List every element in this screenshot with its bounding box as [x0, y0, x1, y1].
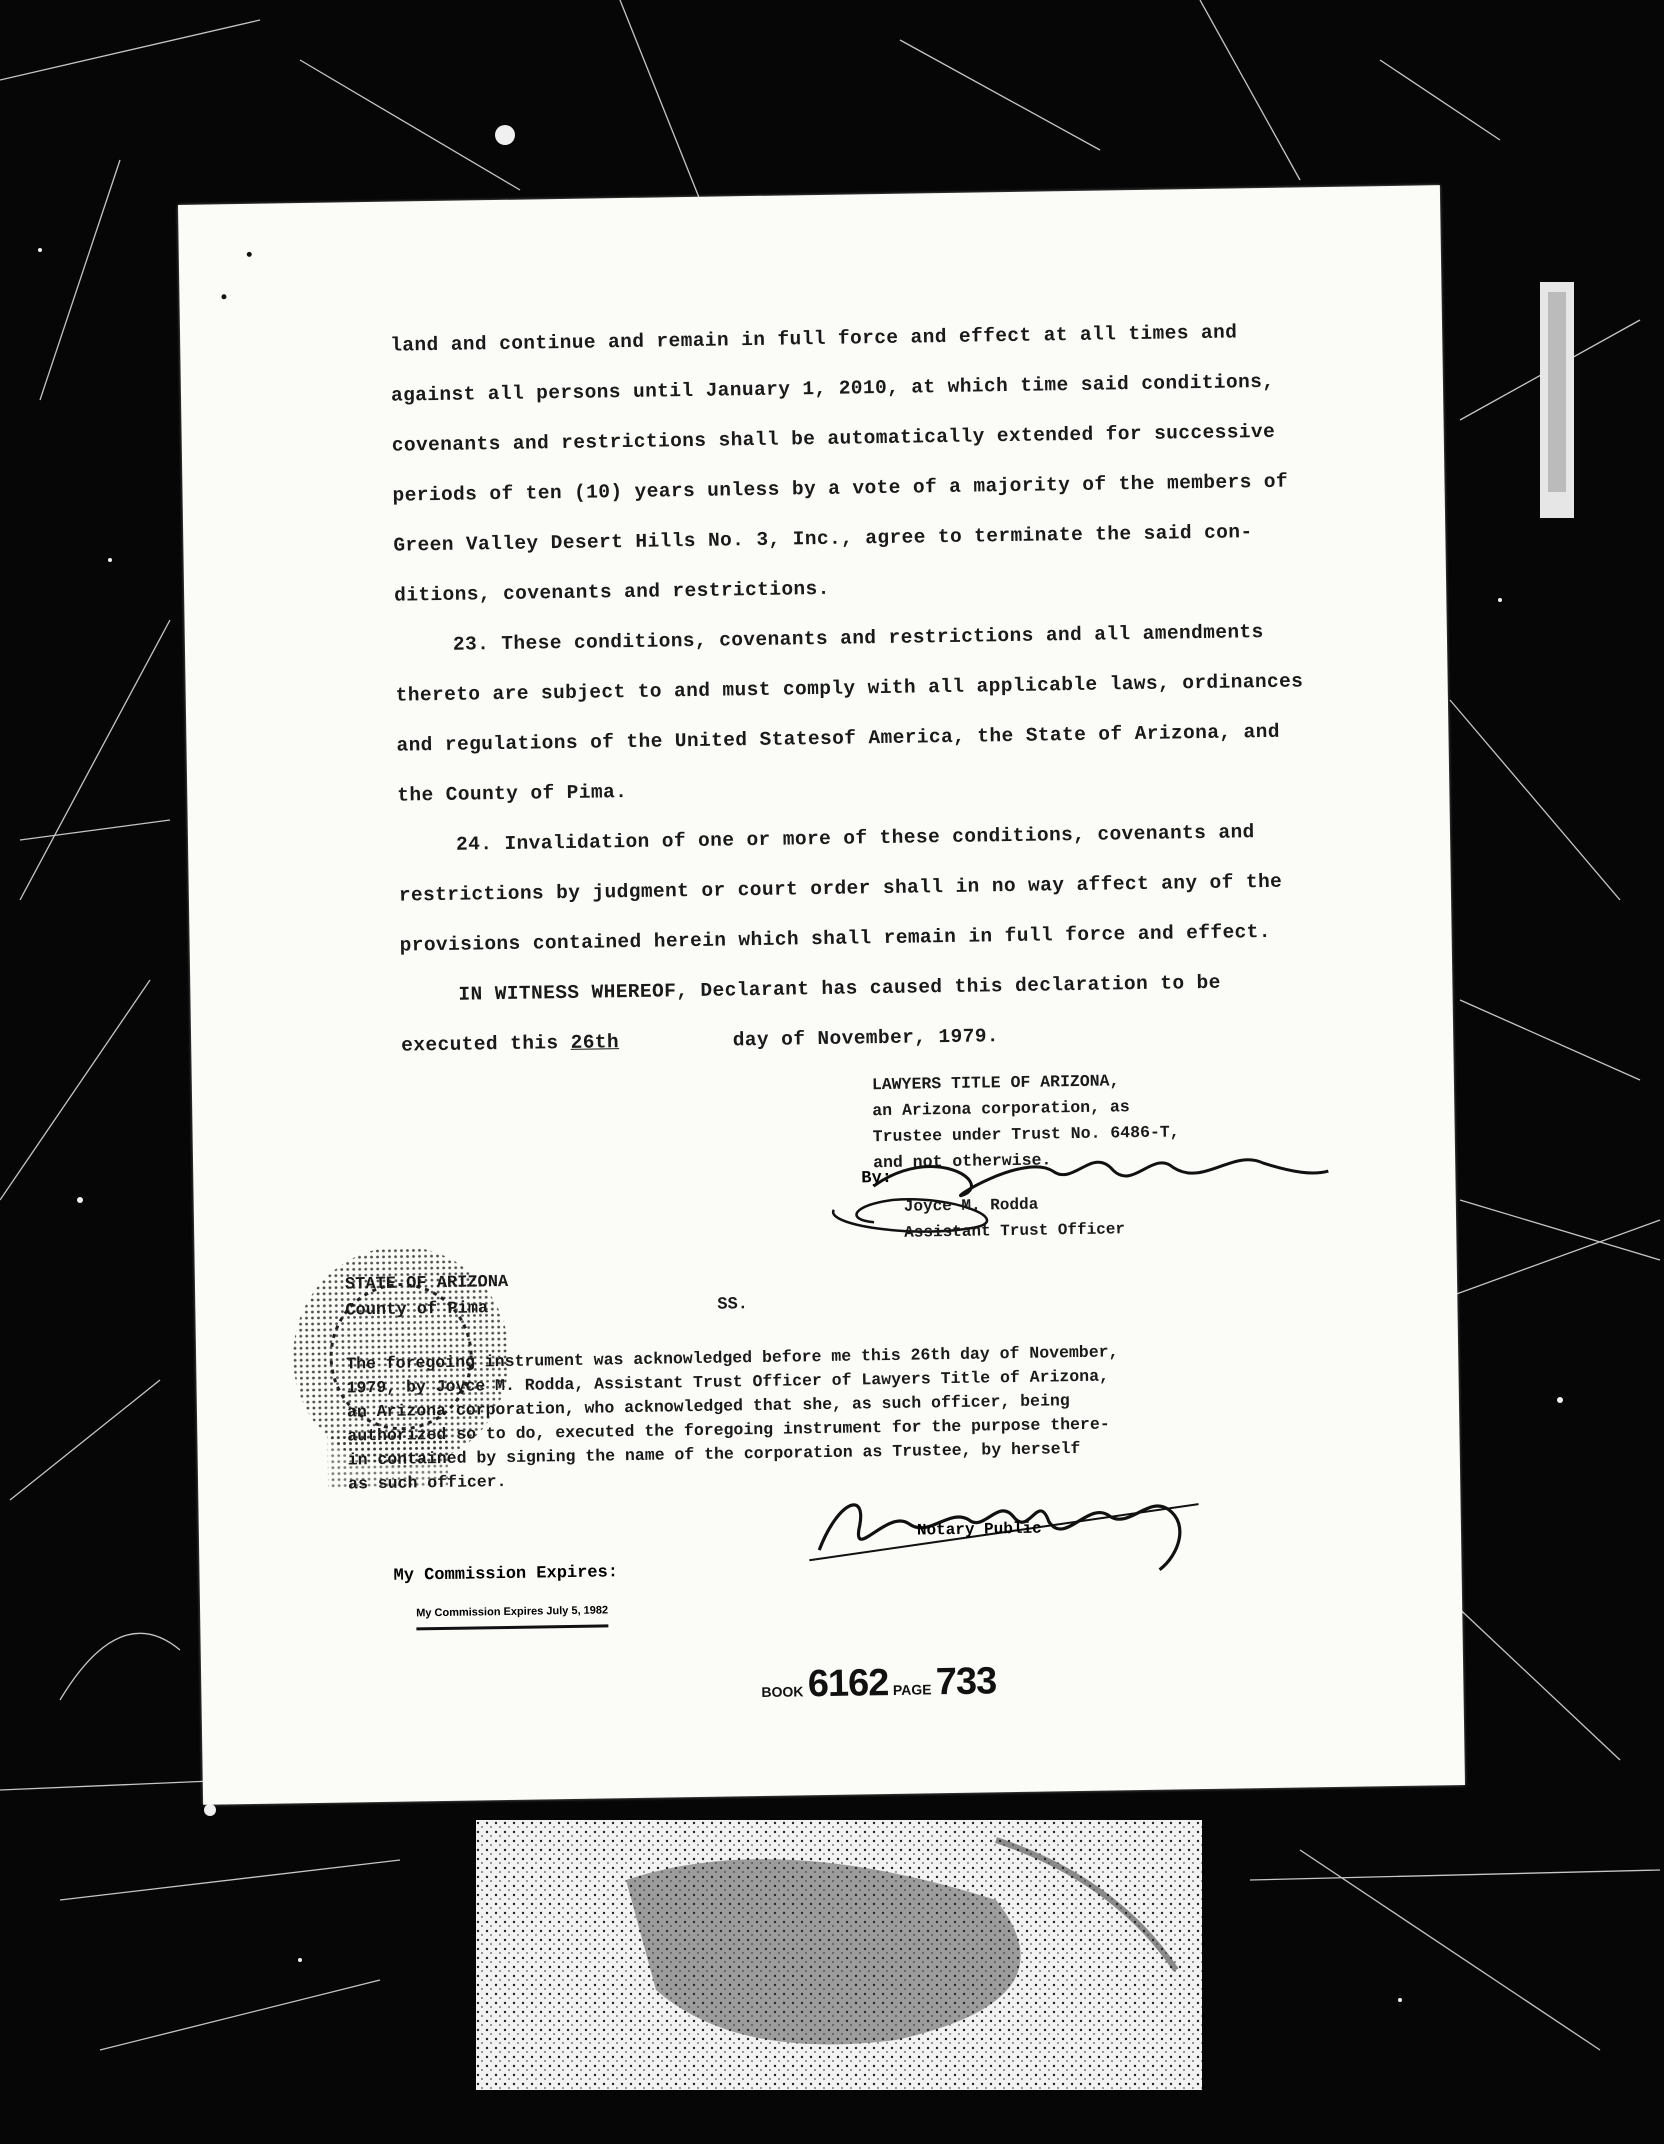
acknowledgment-line: authorized so to do, executed the foregoing instrument for the purpose there-	[347, 1414, 1110, 1446]
signer-block	[904, 1190, 1126, 1245]
underlying-page-fragment	[476, 1820, 1202, 2090]
edge-fragment	[1540, 282, 1574, 518]
paragraph-23-line: 23. These conditions, covenants and restrictions and all amendments	[452, 621, 1264, 656]
paragraph-23-line: thereto are subject to and must comply with all applicable laws, ordinances	[395, 670, 1304, 707]
witness-line: IN WITNESS WHEREOF, Declarant has caused this declaration to be	[458, 971, 1221, 1006]
body-line: periods of ten (10) years unless by a vote of a majority of the members of	[392, 470, 1289, 507]
trustee-line: LAWYERS TITLE OF ARIZONA,	[871, 1071, 1120, 1095]
commission-stamp: My Commission Expires July 5, 1982	[416, 1604, 608, 1630]
venue-county: County of Pima	[345, 1299, 489, 1321]
paragraph-24-line: provisions contained herein which shall remain in full force and effect.	[399, 920, 1272, 957]
commission-label: My Commission Expires:	[393, 1563, 619, 1586]
signer-name: Joyce M. Rodda	[903, 1195, 1039, 1216]
book-number: 6162	[807, 1662, 889, 1706]
body-line: ditions, covenants and restrictions.	[393, 577, 830, 607]
executed-suffix: day of November, 1979.	[732, 1025, 1000, 1052]
document-page	[178, 185, 1465, 1805]
trustee-line: and not otherwise.	[872, 1150, 1052, 1173]
signer-title: Assistant Trust Officer	[904, 1220, 1126, 1242]
paragraph-23-line: the County of Pima.	[397, 781, 628, 807]
venue-ss: SS.	[717, 1295, 749, 1315]
body-line: land and continue and remain in full force and effect at all times and	[390, 321, 1238, 357]
notary-label: Notary Public	[916, 1519, 1042, 1540]
by-label: By:	[861, 1168, 893, 1189]
venue-block	[344, 1270, 749, 1325]
acknowledgment-line: an Arizona corporation, who acknowledged that she, as such officer, being	[346, 1391, 1070, 1422]
body-line: covenants and restrictions shall be automatically extended for successive	[391, 420, 1276, 457]
speck	[247, 252, 252, 257]
speck	[221, 294, 226, 299]
paragraph-24-line: 24. Invalidation of one or more of these conditions, covenants and	[455, 821, 1255, 856]
venue-state: STATE OF ARIZONA	[344, 1272, 509, 1295]
acknowledgment-line: The foregoing instrument was acknowledged before me this 26th day of November,	[346, 1342, 1119, 1374]
recording-reference	[761, 1660, 997, 1707]
trustee-line: Trustee under Trust No. 6486-T,	[872, 1122, 1180, 1147]
trustee-line: an Arizona corporation, as	[872, 1097, 1130, 1121]
acknowledgment-line: as such officer.	[347, 1471, 507, 1494]
executed-line	[401, 1025, 999, 1056]
acknowledgment-line: 1979, by Joyce M. Rodda, Assistant Trust Officer of Lawyers Title of Arizona,	[346, 1366, 1110, 1398]
body-line: against all persons until January 1, 2010, at which time said conditions,	[390, 370, 1275, 407]
acknowledgment	[346, 1337, 1308, 1496]
acknowledgment-line: in contained by signing the name of the corporation as Trustee, by herself	[347, 1438, 1081, 1470]
executed-day: 26th	[570, 1031, 620, 1054]
paragraph-23-line: and regulations of the United Statesof America, the State of Arizona, and	[396, 720, 1281, 757]
book-label: BOOK	[761, 1683, 804, 1701]
page-label: PAGE	[892, 1681, 932, 1698]
page-number: 733	[935, 1660, 997, 1704]
body-line: Green Valley Desert Hills No. 3, Inc., agree to terminate the said con-	[393, 521, 1253, 557]
paragraph-24-line: restrictions by judgment or court order shall in no way affect any of the	[398, 870, 1283, 907]
executed-prefix: executed this	[401, 1032, 559, 1057]
